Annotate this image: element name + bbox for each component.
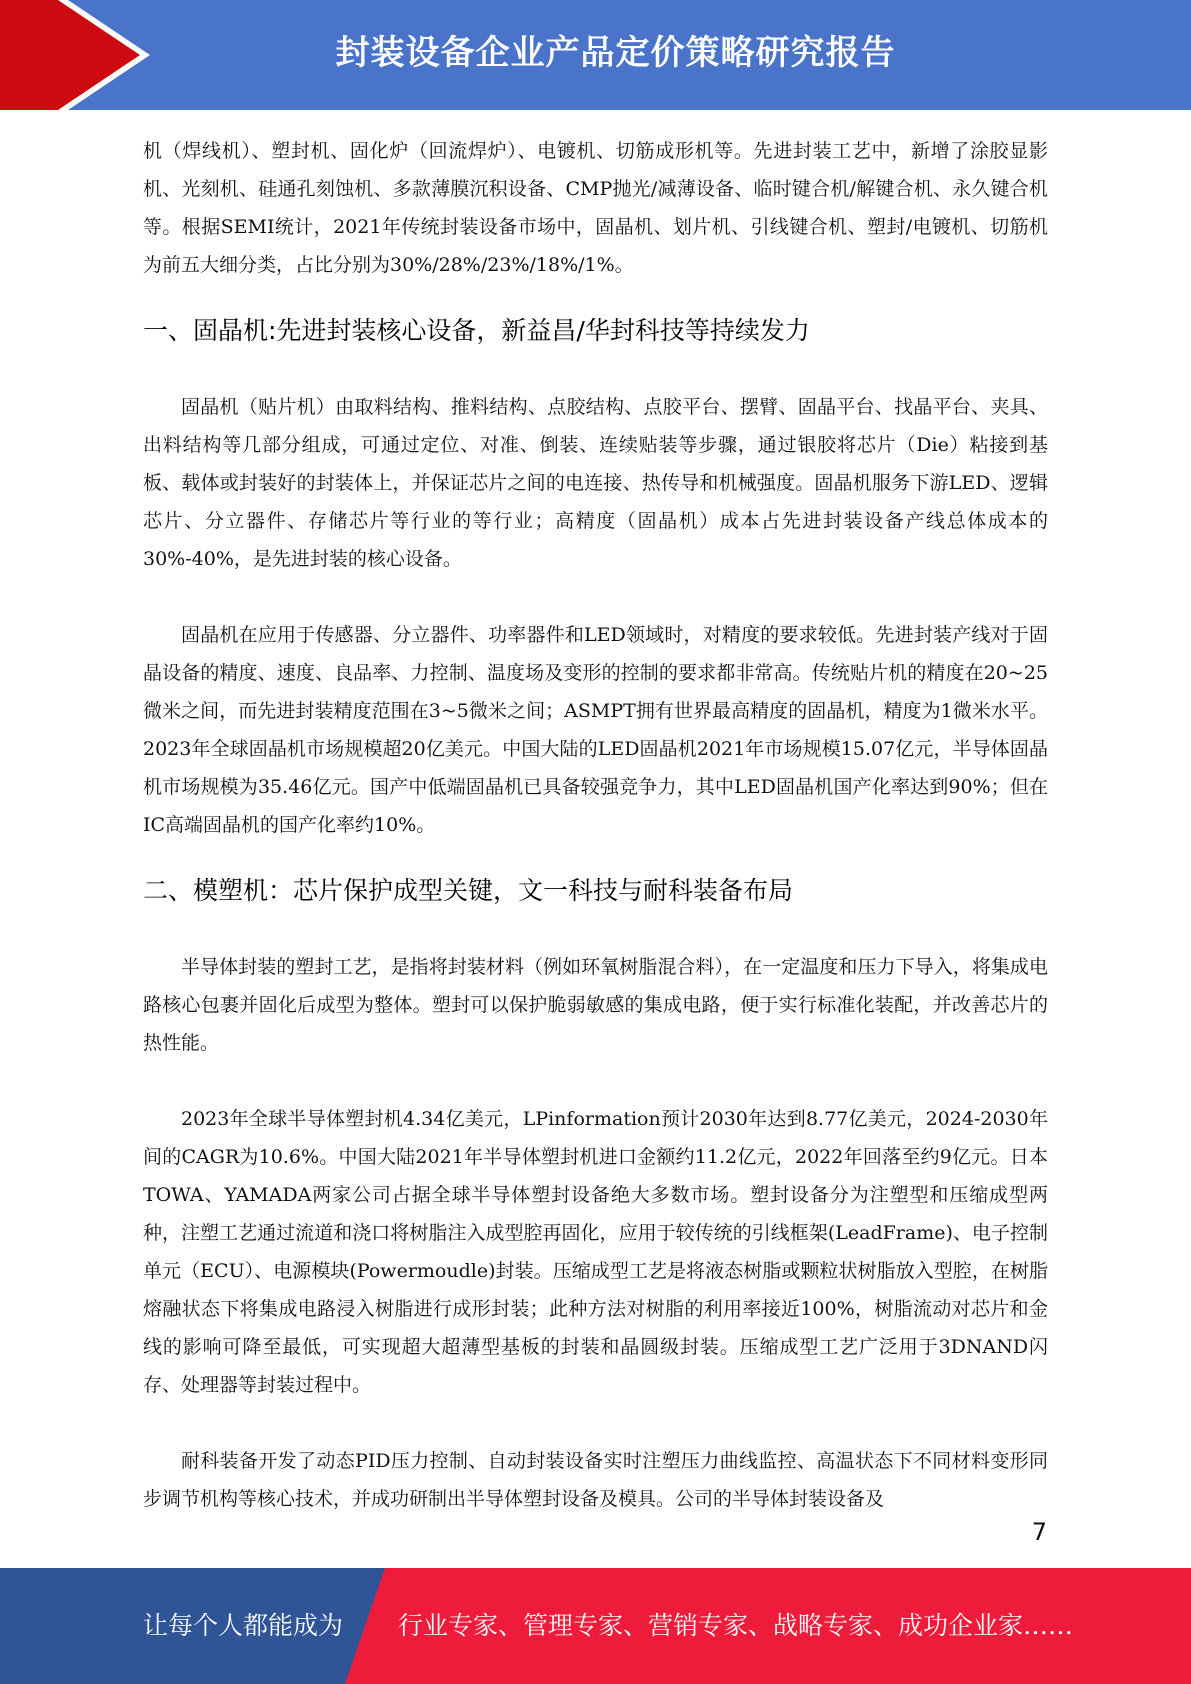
- page-header: [0, 0, 1191, 110]
- paragraph-molding-process: 半导体封装的塑封工艺，是指将封装材料（例如环氧树脂混合料），在一定温度和压力下导入，将集成电路核心包裹并固化后成型为整体。塑封可以保护脆弱敏感的集成电路，便于实行标准化装配，并改善芯片的热性能。: [143, 956, 1048, 1054]
- paragraph-die-bonder-market: 固晶机在应用于传感器、分立器件、功率器件和LED领域时，对精度的要求较低。先进封装产线对于固晶设备的精度、速度、良品率、力控制、温度场及变形的控制的要求都非常高。传统贴片机的精度在20~25微米之间，而先进封装精度范围在3~5微米之间；ASMPT拥有世界最高精度的固晶机，精度为1微米水平。2023年全球固晶机市场规模超20亿美元。中国大陆的LED固晶机2021年市场规模15.07亿元，半导体固晶机市场规模为35.46亿元。国产中低端固晶机已具备较强竞争力，其中LED固晶机国产化率达到90%；但在IC高端固晶机的国产化率约10%。: [143, 624, 1048, 836]
- paragraph-die-bonder-structure: 固晶机（贴片机）由取料结构、推料结构、点胶结构、点胶平台、摆臂、固晶平台、找晶平台、夹具、出料结构等几部分组成，可通过定位、对准、倒装、连续贴装等步骤，通过银胶将芯片（Die）粘接到基板、载体或封装好的封装体上，并保证芯片之间的电连接、热传导和机械强度。固晶机服务下游LED、逻辑芯片、分立器件、存储芯片等行业的等行业；高精度（固晶机）成本占先进封装设备产线总体成本的30%-40%，是先进封装的核心设备。: [143, 396, 1048, 570]
- paragraph-molding-market: 2023年全球半导体塑封机4.34亿美元，LPinformation预计2030年达到8.77亿美元，2024-2030年间的CAGR为10.6%。中国大陆2021年半导体塑封机进口金额约11.2亿元，2022年回落至约9亿元。日本TOWA、YAMADA两家公司占据全球半导体塑封设备绝大多数市场。塑封设备分为注塑型和压缩成型两种，注塑工艺通过流道和浇口将树脂注入成型腔再固化，应用于较传统的引线框架(LeadFrame)、电子控制单元（ECU）、电源模块(Powermoudle)封装。压缩成型工艺是将液态树脂或颗粒状树脂放入型腔，在树脂熔融状态下将集成电路浸入树脂进行成形封装；此种方法对树脂的利用率接近100%，树脂流动对芯片和金线的影响可降至最低，可实现超大超薄型基板的封装和晶圆级封装。压缩成型工艺广泛用于3DNAND闪存、处理器等封装过程中。: [143, 1108, 1048, 1396]
- intro-paragraph: 机（焊线机）、塑封机、固化炉（回流焊炉）、电镀机、切筋成形机等。先进封装工艺中，新增了涂胶显影机、光刻机、硅通孔刻蚀机、多款薄膜沉积设备、CMP抛光/减薄设备、临时键合机/解键合机、永久键合机等。根据SEMI统计，2021年传统封装设备市场中，固晶机、划片机、引线键合机、塑封/电镀机、切筋机为前五大细分类，占比分别为30%/28%/23%/18%/1%。: [143, 140, 1048, 276]
- paragraph-naike-equipment: 耐科装备开发了动态PID压力控制、自动封装设备实时注塑压力曲线监控、高温状态下不同材料变形同步调节机构等核心技术，并成功研制出半导体塑封设备及模具。公司的半导体封装设备及: [143, 1450, 1048, 1510]
- header-arrow-icon: [0, 0, 140, 110]
- footer-slogan-left: 让每个人都能成为: [143, 1611, 344, 1640]
- report-title: 封装设备企业产品定价策略研究报告: [335, 33, 896, 73]
- footer-slogan-right: 行业专家、管理专家、营销专家、战略专家、成功企业家……: [398, 1611, 1074, 1640]
- page-footer: [0, 1568, 1191, 1684]
- page-number: 7: [1031, 1518, 1047, 1546]
- page-content: [143, 132, 1048, 1518]
- section-heading-molding-machine: 二、模塑机：芯片保护成型关键，文一科技与耐科装备布局: [143, 876, 794, 905]
- section-heading-die-bonder: 一、固晶机:先进封装核心设备，新益昌/华封科技等持续发力: [143, 316, 810, 345]
